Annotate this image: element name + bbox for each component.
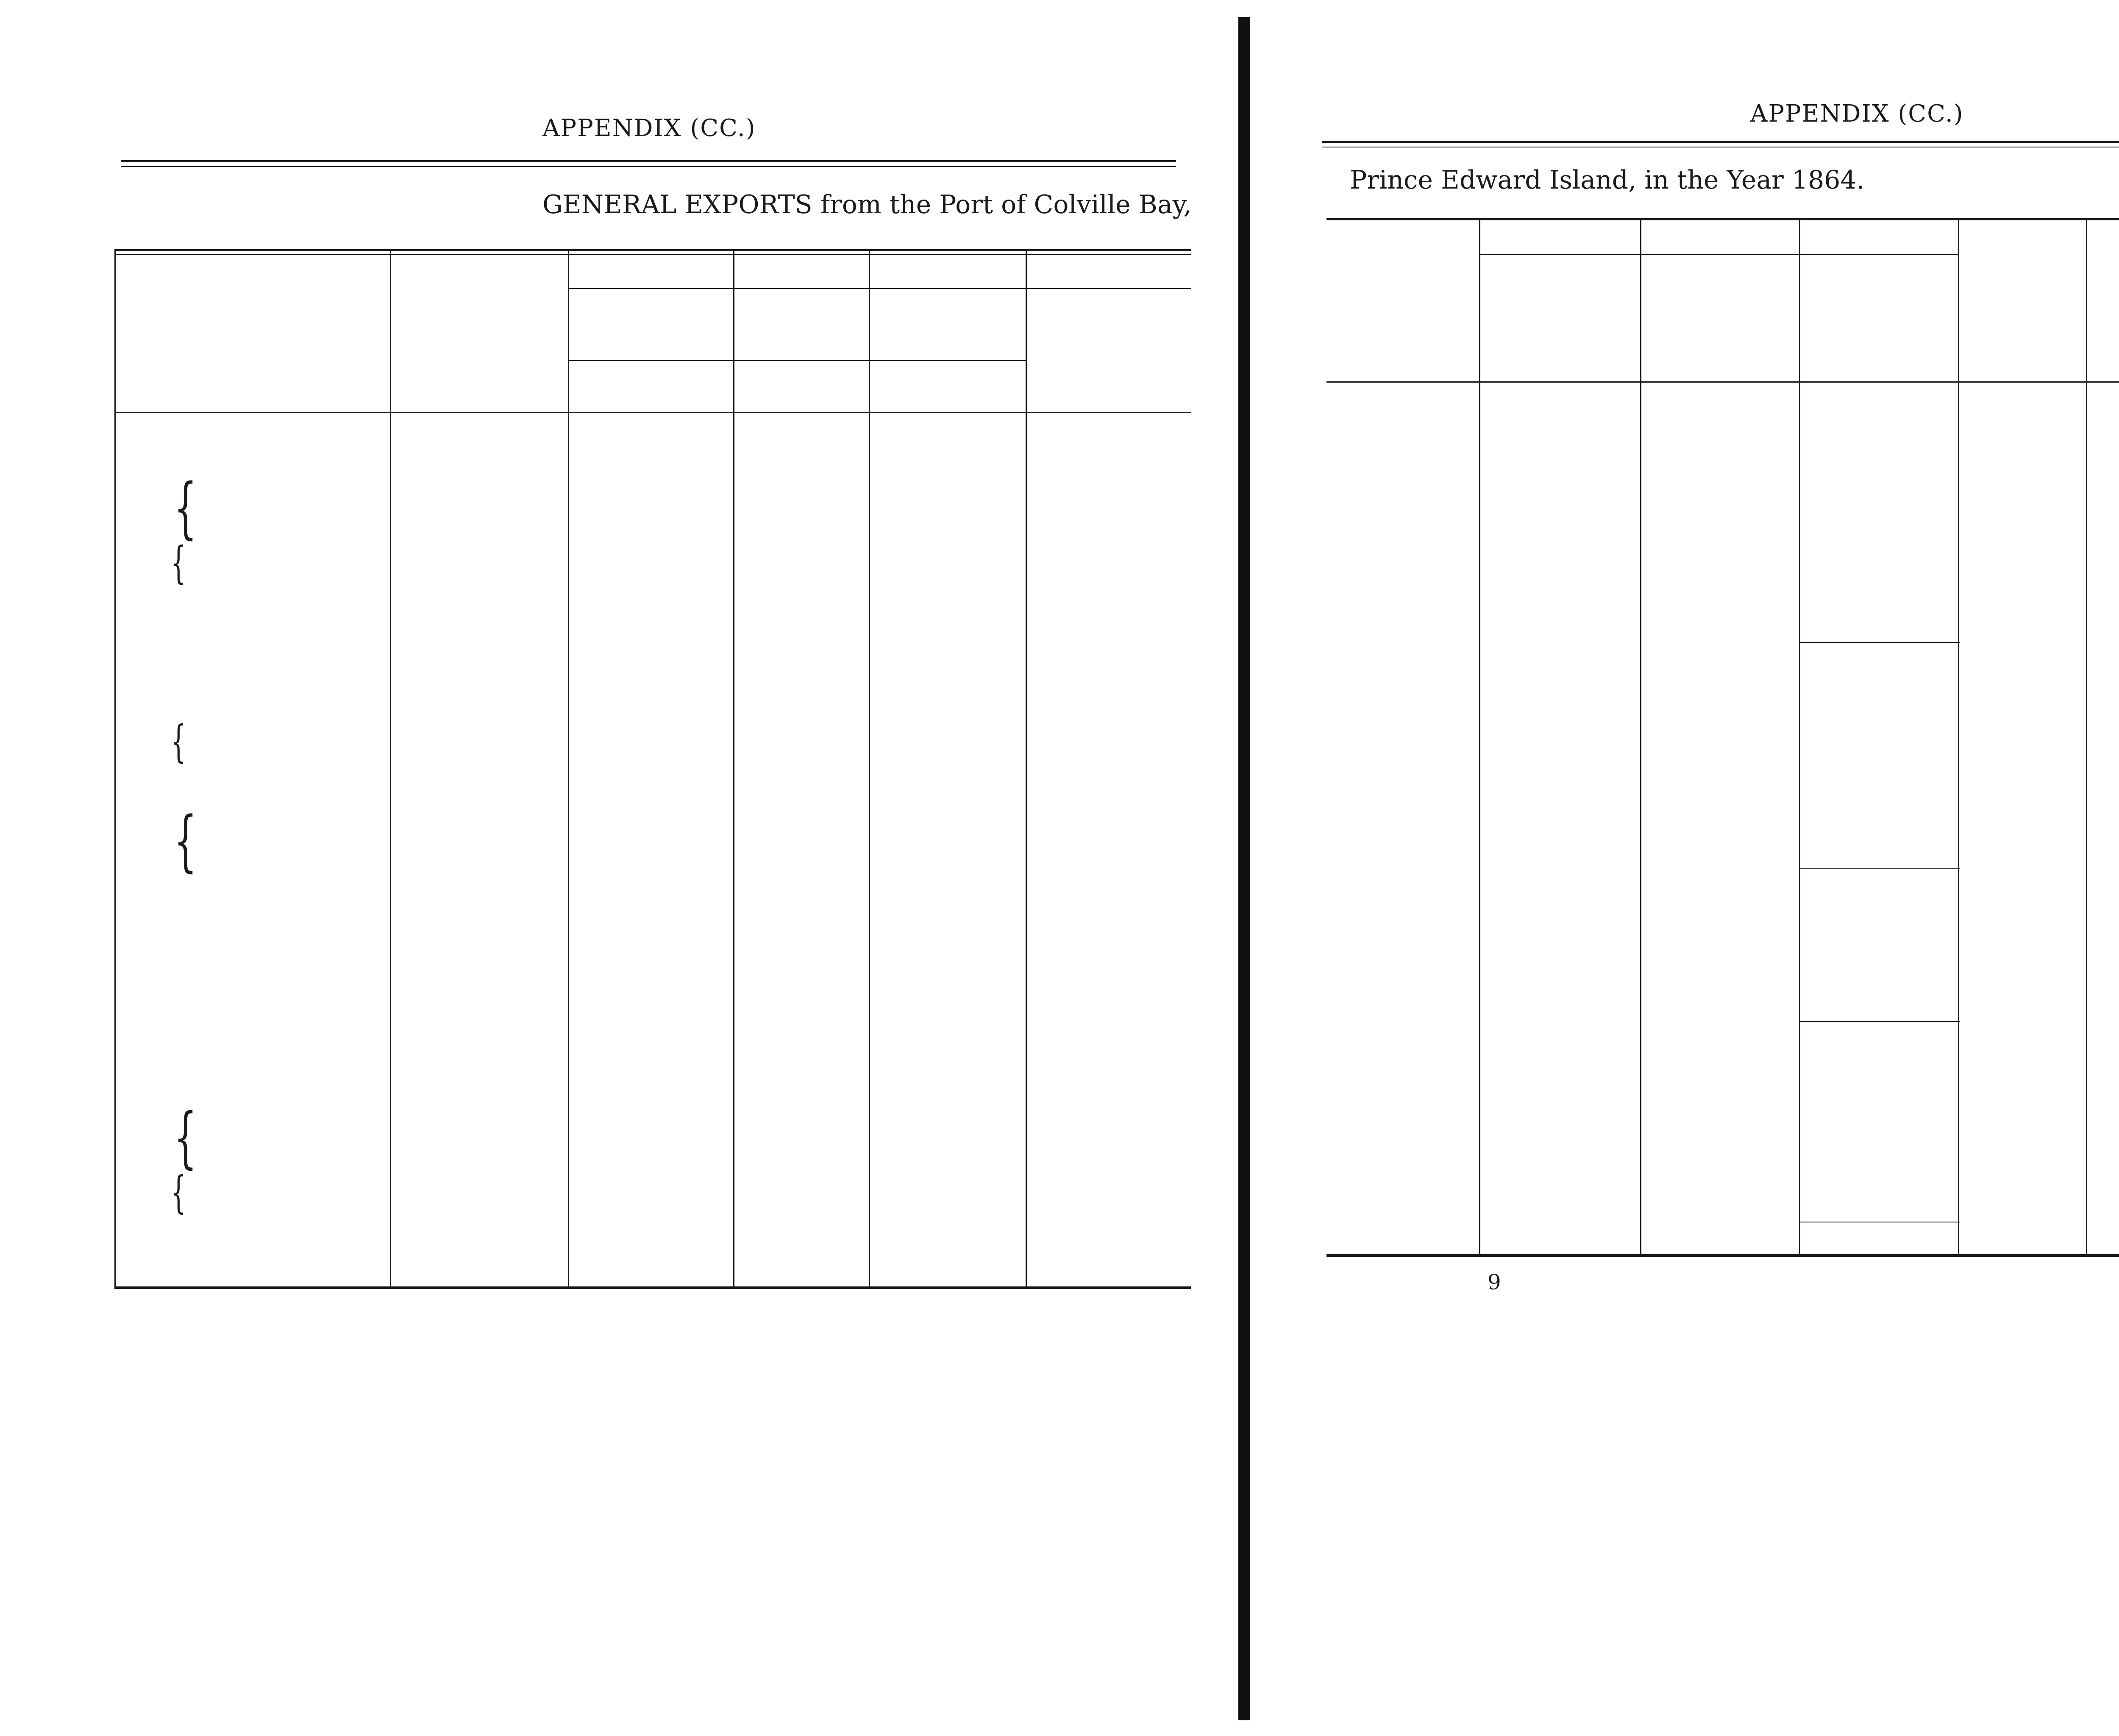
appendix-heading: APPENDIX (CC.) bbox=[1750, 100, 1964, 128]
double-rule-bottom bbox=[121, 166, 1176, 167]
quantities-rule bbox=[568, 288, 1191, 289]
value-sterling-rule bbox=[1479, 254, 1958, 255]
column-line bbox=[114, 249, 116, 1286]
column-line bbox=[733, 249, 734, 1286]
table-bottom-rule bbox=[1326, 1254, 2119, 1257]
table-top-rule bbox=[1326, 218, 2119, 220]
header-bottom-rule bbox=[114, 412, 1191, 413]
column-line bbox=[568, 249, 569, 1286]
brace-glyph: { bbox=[170, 716, 186, 767]
double-rule-top bbox=[1322, 141, 2119, 143]
page-title: Prince Edward Island, in the Year 1864. bbox=[1350, 165, 1865, 195]
subtotal-rule bbox=[1799, 1021, 1960, 1022]
column-line bbox=[2086, 218, 2087, 1254]
column-line bbox=[869, 249, 870, 1286]
brace-glyph: { bbox=[174, 469, 197, 546]
page-title: GENERAL EXPORTS from the Port of Colville Bay, bbox=[542, 190, 1192, 219]
table-top-rule bbox=[114, 249, 1191, 251]
column-line bbox=[1958, 218, 1959, 1254]
header-bottom-rule bbox=[1326, 381, 2119, 383]
subtotal-rule bbox=[1799, 642, 1960, 643]
brace-glyph: { bbox=[170, 1167, 186, 1218]
table-top-rule-thin bbox=[114, 254, 1191, 255]
brace-glyph: { bbox=[174, 1099, 197, 1176]
page-number: 9 bbox=[1488, 1270, 1501, 1294]
column-line bbox=[1479, 218, 1480, 1254]
gutter-divider bbox=[1238, 17, 1250, 1720]
brace-glyph: { bbox=[174, 802, 197, 879]
double-rule-top bbox=[121, 160, 1176, 162]
column-line bbox=[1799, 218, 1800, 1254]
brace-glyph: { bbox=[170, 537, 186, 589]
produce-rule bbox=[568, 360, 1026, 361]
subtotal-rule bbox=[1799, 868, 1960, 869]
right-page bbox=[1250, 0, 2119, 1736]
column-line bbox=[1640, 218, 1641, 1254]
appendix-heading: APPENDIX (CC.) bbox=[542, 114, 756, 142]
column-line bbox=[390, 249, 391, 1286]
column-line bbox=[1026, 249, 1027, 1286]
table-bottom-rule bbox=[114, 1286, 1191, 1289]
